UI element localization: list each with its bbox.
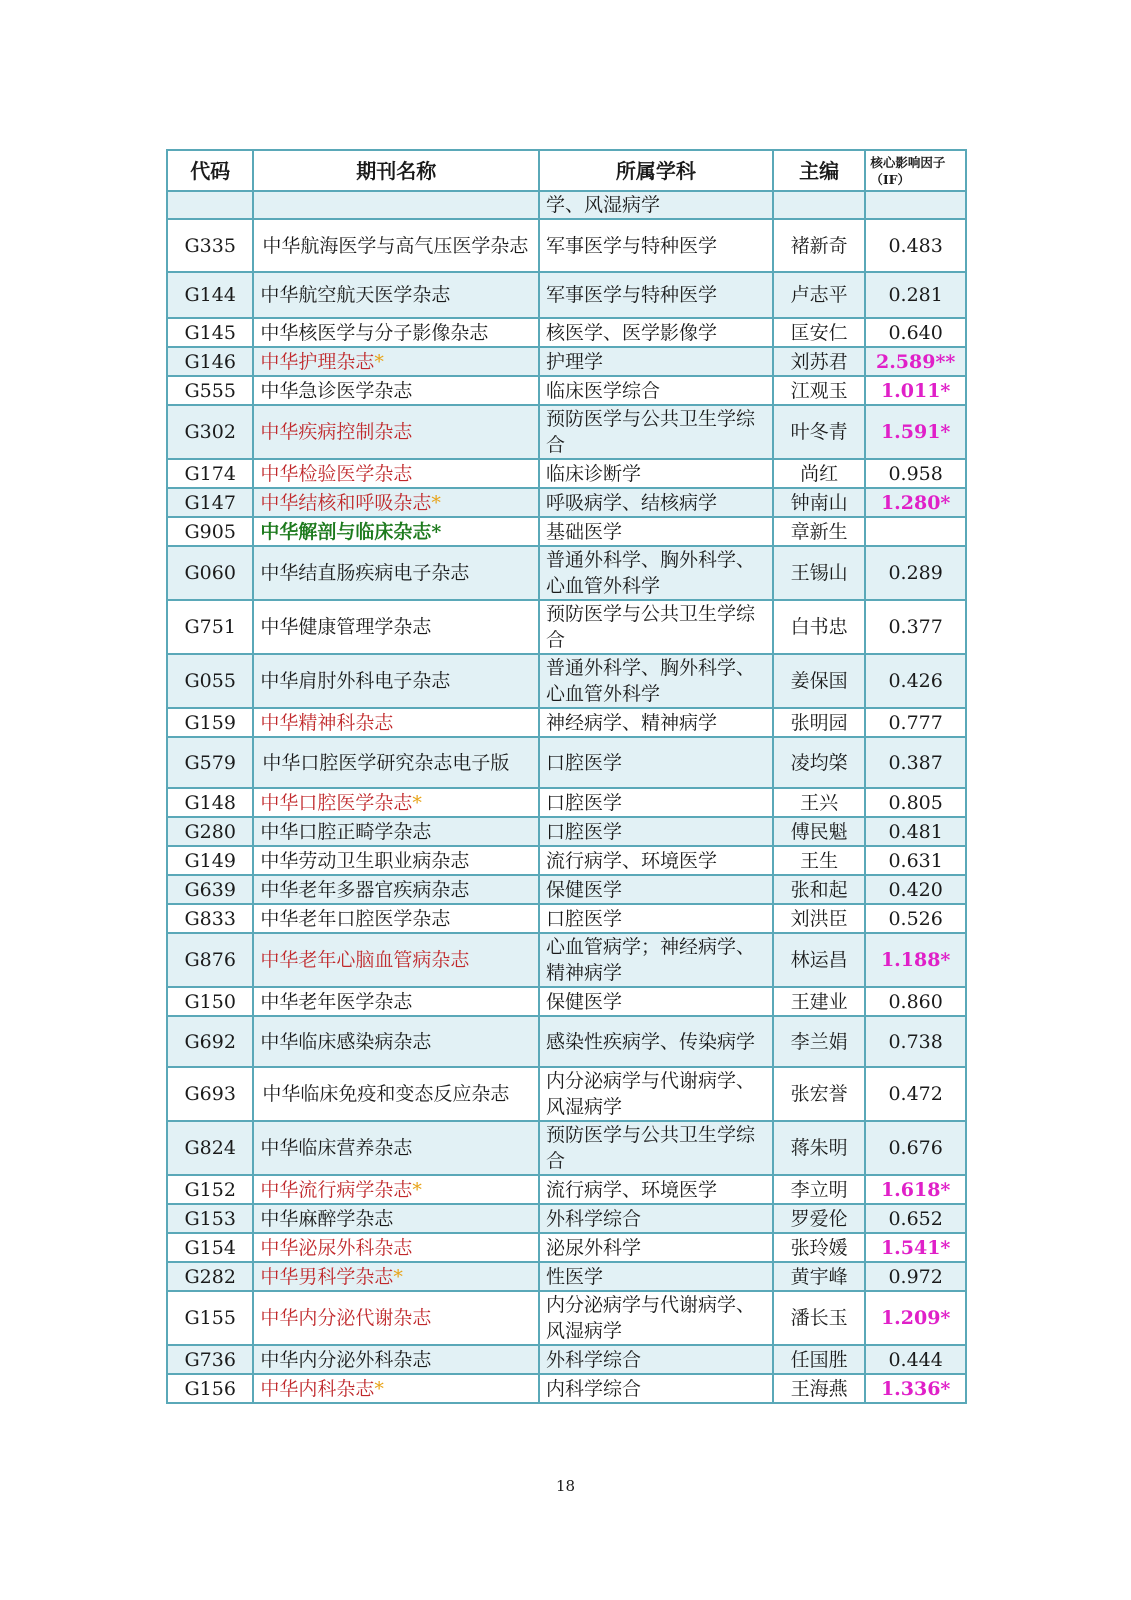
journal-name-text: 中华泌尿外科杂志 [260, 1236, 413, 1259]
journal-name-text: 中华麻醉学杂志 [260, 1207, 394, 1230]
cell-editor: 卢志平 [773, 272, 866, 318]
cell-editor: 王兴 [773, 788, 866, 817]
cell-impact-factor: 1.618* [865, 1175, 966, 1204]
table-row [167, 347, 966, 376]
cell-subject: 流行病学、环境医学 [539, 846, 773, 875]
cell-editor: 张和起 [773, 875, 866, 904]
cell-impact-factor: 0.640 [865, 318, 966, 347]
cell-editor: 章新生 [773, 517, 866, 546]
cell-journal-name [253, 517, 539, 546]
table-row [167, 459, 966, 488]
cell-subject: 临床诊断学 [539, 459, 773, 488]
journal-name-text: 中华口腔正畸学杂志 [260, 820, 432, 843]
cell-impact-factor: 0.526 [865, 904, 966, 933]
cell-editor: 李立明 [773, 1175, 866, 1204]
cell-code: G159 [167, 708, 253, 737]
journal-name-text: 中华急诊医学杂志 [260, 379, 413, 402]
cell-journal-name [253, 318, 539, 347]
table-row [167, 904, 966, 933]
cell-subject: 泌尿外科学 [539, 1233, 773, 1262]
cell-journal-name [253, 737, 539, 788]
cell-journal-name [253, 817, 539, 846]
cell-code: G156 [167, 1374, 253, 1403]
cell-subject: 呼吸病学、结核病学 [539, 488, 773, 517]
table-row [167, 1175, 966, 1204]
cell-impact-factor: 0.420 [865, 875, 966, 904]
cell-code: G152 [167, 1175, 253, 1204]
cell-editor: 林运昌 [773, 933, 866, 987]
table-row [167, 272, 966, 318]
cell-code: G555 [167, 376, 253, 405]
cell-code: G154 [167, 1233, 253, 1262]
cell-subject: 军事医学与特种医学 [539, 219, 773, 272]
cell-journal-name [253, 875, 539, 904]
cell-impact-factor: 1.011* [865, 376, 966, 405]
journal-name-text: 中华男科学杂志 [260, 1265, 394, 1288]
table-row [167, 376, 966, 405]
cell-subject: 心血管病学；神经病学、精神病学 [539, 933, 773, 987]
cell-impact-factor: 0.483 [865, 219, 966, 272]
header-editor: 主编 [773, 150, 866, 191]
journal-name-text: 中华疾病控制杂志 [260, 421, 413, 443]
cell-code: G692 [167, 1016, 253, 1067]
core-star-mark: * [393, 1265, 403, 1288]
cell-code: G876 [167, 933, 253, 987]
cell-journal-name [253, 459, 539, 488]
cell-subject: 外科学综合 [539, 1345, 773, 1374]
journal-name-text: 中华肩肘外科电子杂志 [260, 670, 451, 692]
cell-impact-factor: 1.280* [865, 488, 966, 517]
cell-journal-name [253, 846, 539, 875]
cell-subject: 临床医学综合 [539, 376, 773, 405]
header-subject: 所属学科 [539, 150, 773, 191]
journal-name-text: 中华结直肠疾病电子杂志 [260, 562, 470, 584]
cell-editor: 尚红 [773, 459, 866, 488]
cell-impact-factor: 0.972 [865, 1262, 966, 1291]
cell-code: G148 [167, 788, 253, 817]
table-row [167, 546, 966, 600]
table-row [167, 1204, 966, 1233]
cell-impact-factor: 0.289 [865, 546, 966, 600]
table-row [167, 933, 966, 987]
cell-code: G147 [167, 488, 253, 517]
cell-editor: 凌均棨 [773, 737, 866, 788]
cell-journal-name [253, 376, 539, 405]
cell-journal-name [253, 347, 539, 376]
table-row [167, 517, 966, 546]
journal-name-text: 中华老年口腔医学杂志 [260, 907, 451, 930]
cell-journal-name [253, 1345, 539, 1374]
cell-impact-factor: 0.481 [865, 817, 966, 846]
cell-impact-factor: 0.377 [865, 600, 966, 654]
journal-name-text: 中华临床营养杂志 [260, 1137, 413, 1159]
cell-journal-name [253, 1262, 539, 1291]
table-row [167, 1016, 966, 1067]
cell-editor: 潘长玉 [773, 1291, 866, 1345]
cell-subject: 普通外科学、胸外科学、心血管外科学 [539, 546, 773, 600]
cell-editor: 张明园 [773, 708, 866, 737]
cell-journal-name [253, 933, 539, 987]
cell-journal-name [253, 1175, 539, 1204]
cell-editor: 姜保国 [773, 654, 866, 708]
table-row [167, 788, 966, 817]
cell-subject: 学、风湿病学 [539, 191, 773, 219]
core-star-mark: * [412, 1178, 422, 1201]
cell-code: G150 [167, 987, 253, 1016]
cell-editor: 罗爱伦 [773, 1204, 866, 1233]
table-row [167, 817, 966, 846]
cell-journal-name [253, 987, 539, 1016]
cell-code: G060 [167, 546, 253, 600]
cell-subject: 神经病学、精神病学 [539, 708, 773, 737]
cell-impact-factor: 1.541* [865, 1233, 966, 1262]
cell-journal-name [253, 1374, 539, 1403]
cell-code: G736 [167, 1345, 253, 1374]
table-row [167, 708, 966, 737]
cell-subject: 军事医学与特种医学 [539, 272, 773, 318]
table-row [167, 488, 966, 517]
cell-code: G155 [167, 1291, 253, 1345]
cell-editor: 王海燕 [773, 1374, 866, 1403]
cell-subject: 基础医学 [539, 517, 773, 546]
cell-subject: 口腔医学 [539, 904, 773, 933]
cell-impact-factor: 2.589** [865, 347, 966, 376]
table-row [167, 1291, 966, 1345]
cell-subject: 护理学 [539, 347, 773, 376]
cell-code: G639 [167, 875, 253, 904]
cell-impact-factor: 0.387 [865, 737, 966, 788]
journal-name-text: 中华劳动卫生职业病杂志 [260, 849, 470, 872]
cell-code: G145 [167, 318, 253, 347]
cell-editor [773, 191, 866, 219]
cell-impact-factor: 0.958 [865, 459, 966, 488]
cell-subject: 内分泌病学与代谢病学、风湿病学 [539, 1291, 773, 1345]
cell-journal-name [253, 191, 539, 219]
cell-editor: 傅民魁 [773, 817, 866, 846]
cell-editor: 钟南山 [773, 488, 866, 517]
cell-impact-factor: 0.426 [865, 654, 966, 708]
journal-name-text: 中华老年医学杂志 [260, 990, 413, 1013]
cell-editor: 褚新奇 [773, 219, 866, 272]
cell-journal-name [253, 1121, 539, 1175]
journal-name-text: 中华临床感染病杂志 [260, 1030, 432, 1053]
cell-impact-factor: 0.281 [865, 272, 966, 318]
table-row [167, 654, 966, 708]
cell-editor: 张玲媛 [773, 1233, 866, 1262]
cell-journal-name [253, 600, 539, 654]
journal-name-text: 中华老年多器官疾病杂志 [260, 878, 470, 901]
journal-name-text: 中华健康管理学杂志 [260, 616, 432, 638]
journal-name-text: 中华口腔医学研究杂志电子版 [262, 751, 510, 774]
cell-journal-name [253, 272, 539, 318]
journal-name-text: 中华检验医学杂志 [260, 462, 413, 485]
cell-subject: 预防医学与公共卫生学综合 [539, 1121, 773, 1175]
table-body [167, 191, 966, 1403]
table-row [167, 737, 966, 788]
cell-editor: 张宏誉 [773, 1067, 866, 1121]
table-row [167, 1262, 966, 1291]
cell-code: G282 [167, 1262, 253, 1291]
cell-code: G335 [167, 219, 253, 272]
table-row [167, 1374, 966, 1403]
header-row [167, 150, 966, 191]
cell-editor: 匡安仁 [773, 318, 866, 347]
cell-subject: 保健医学 [539, 987, 773, 1016]
core-star-mark: * [412, 791, 422, 814]
journal-name-text: 中华精神科杂志 [260, 711, 394, 734]
cell-code: G302 [167, 405, 253, 459]
cell-editor: 王建业 [773, 987, 866, 1016]
cell-code: G144 [167, 272, 253, 318]
cell-journal-name [253, 654, 539, 708]
cell-subject: 内科学综合 [539, 1374, 773, 1403]
cell-editor: 刘苏君 [773, 347, 866, 376]
cell-subject: 保健医学 [539, 875, 773, 904]
cell-subject: 外科学综合 [539, 1204, 773, 1233]
cell-code: G146 [167, 347, 253, 376]
cell-journal-name [253, 1233, 539, 1262]
cell-editor: 黄宇峰 [773, 1262, 866, 1291]
cell-code: G693 [167, 1067, 253, 1121]
cell-journal-name [253, 1067, 539, 1121]
cell-editor: 蒋朱明 [773, 1121, 866, 1175]
journal-name-text: 中华解剖与临床杂志* [260, 520, 442, 543]
cell-code: G153 [167, 1204, 253, 1233]
journal-name-text: 中华结核和呼吸杂志 [260, 491, 432, 514]
cell-impact-factor: 0.738 [865, 1016, 966, 1067]
page-number: 18 [555, 1477, 576, 1495]
table-row [167, 1121, 966, 1175]
cell-subject: 预防医学与公共卫生学综合 [539, 600, 773, 654]
journal-name-text: 中华内科杂志 [260, 1377, 375, 1400]
cell-editor: 白书忠 [773, 600, 866, 654]
cell-code: G055 [167, 654, 253, 708]
core-star-mark: * [374, 350, 384, 373]
cell-impact-factor: 0.805 [865, 788, 966, 817]
cell-editor: 任国胜 [773, 1345, 866, 1374]
cell-impact-factor [865, 191, 966, 219]
cell-impact-factor: 1.188* [865, 933, 966, 987]
journal-name-text: 中华核医学与分子影像杂志 [260, 321, 489, 344]
cell-impact-factor: 0.631 [865, 846, 966, 875]
cell-impact-factor: 1.591* [865, 405, 966, 459]
journal-name-text: 中华内分泌代谢杂志 [260, 1307, 432, 1329]
cell-code: G833 [167, 904, 253, 933]
cell-code: G751 [167, 600, 253, 654]
cell-code [167, 191, 253, 219]
cell-subject: 普通外科学、胸外科学、心血管外科学 [539, 654, 773, 708]
journal-name-text: 中华内分泌外科杂志 [260, 1348, 432, 1371]
table-row [167, 1345, 966, 1374]
cell-subject: 口腔医学 [539, 737, 773, 788]
journal-name-text: 中华口腔医学杂志 [260, 791, 413, 814]
table-row [167, 875, 966, 904]
cell-impact-factor: 0.652 [865, 1204, 966, 1233]
cell-impact-factor: 0.472 [865, 1067, 966, 1121]
cell-impact-factor: 0.676 [865, 1121, 966, 1175]
journal-name-text: 中华临床免疫和变态反应杂志 [262, 1083, 510, 1105]
cell-subject: 流行病学、环境医学 [539, 1175, 773, 1204]
cell-journal-name [253, 788, 539, 817]
table-row [167, 987, 966, 1016]
cell-impact-factor: 0.860 [865, 987, 966, 1016]
table-row [167, 191, 966, 219]
cell-editor: 王锡山 [773, 546, 866, 600]
cell-journal-name [253, 405, 539, 459]
cell-editor: 刘洪臣 [773, 904, 866, 933]
table-row [167, 600, 966, 654]
cell-journal-name [253, 904, 539, 933]
cell-impact-factor: 1.209* [865, 1291, 966, 1345]
cell-code: G579 [167, 737, 253, 788]
cell-journal-name [253, 1204, 539, 1233]
cell-editor: 江观玉 [773, 376, 866, 405]
table-row [167, 1233, 966, 1262]
cell-journal-name [253, 546, 539, 600]
cell-code: G280 [167, 817, 253, 846]
cell-editor: 叶冬青 [773, 405, 866, 459]
cell-subject: 内分泌病学与代谢病学、风湿病学 [539, 1067, 773, 1121]
cell-editor: 王生 [773, 846, 866, 875]
cell-journal-name [253, 488, 539, 517]
cell-code: G149 [167, 846, 253, 875]
header-impact-factor: 核心影响因子（IF） [865, 150, 966, 191]
cell-editor: 李兰娟 [773, 1016, 866, 1067]
cell-subject: 核医学、医学影像学 [539, 318, 773, 347]
cell-impact-factor [865, 517, 966, 546]
cell-impact-factor: 0.444 [865, 1345, 966, 1374]
table-row [167, 1067, 966, 1121]
table-row [167, 219, 966, 272]
cell-journal-name [253, 1291, 539, 1345]
journal-name-text: 中华流行病学杂志 [260, 1178, 413, 1201]
table-row [167, 405, 966, 459]
cell-code: G824 [167, 1121, 253, 1175]
journal-name-text: 中华航空航天医学杂志 [260, 284, 451, 306]
cell-journal-name [253, 1016, 539, 1067]
cell-journal-name [253, 708, 539, 737]
cell-subject: 口腔医学 [539, 788, 773, 817]
journal-name-text: 中华航海医学与高气压医学杂志 [262, 234, 529, 257]
table-row [167, 846, 966, 875]
cell-subject: 预防医学与公共卫生学综合 [539, 405, 773, 459]
core-star-mark: * [374, 1377, 384, 1400]
cell-journal-name [253, 219, 539, 272]
header-name: 期刊名称 [253, 150, 539, 191]
cell-subject: 感染性疾病学、传染病学 [539, 1016, 773, 1067]
journal-name-text: 中华老年心脑血管病杂志 [260, 949, 470, 971]
journal-table [166, 149, 967, 1404]
table-row [167, 318, 966, 347]
journal-name-text: 中华护理杂志 [260, 350, 375, 373]
cell-code: G174 [167, 459, 253, 488]
core-star-mark: * [431, 491, 441, 514]
header-code: 代码 [167, 150, 253, 191]
cell-code: G905 [167, 517, 253, 546]
cell-impact-factor: 1.336* [865, 1374, 966, 1403]
cell-subject: 性医学 [539, 1262, 773, 1291]
cell-impact-factor: 0.777 [865, 708, 966, 737]
cell-subject: 口腔医学 [539, 817, 773, 846]
